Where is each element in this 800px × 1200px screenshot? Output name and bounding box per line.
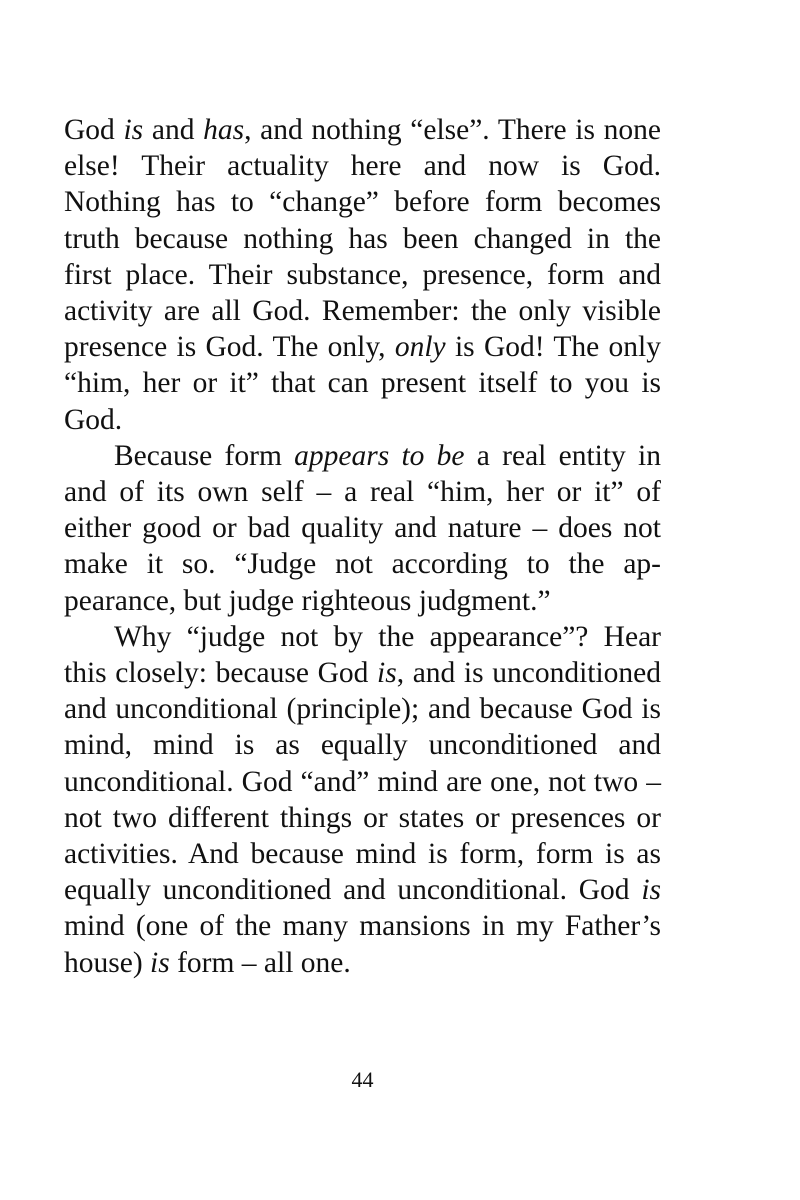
italic-text: is — [123, 114, 144, 146]
paragraph-text: mind (one of the many mansions in my Father’s house) — [64, 910, 661, 979]
italic-text: is — [377, 657, 397, 690]
paragraph-text: Why “judge not by the appearance”? Hear this closely: because God — [64, 620, 661, 690]
italic-text: is — [641, 874, 661, 907]
italic-text: appears to be — [294, 439, 465, 472]
paragraph-text: Because form — [114, 439, 295, 472]
italic-text: has — [203, 114, 245, 146]
paragraph-text: and — [143, 114, 204, 146]
italic-text: is — [150, 946, 170, 979]
paragraph-text: God — [64, 114, 124, 146]
paragraph-text: is God! The only “him, her or it” that can present itself to you is God. — [64, 331, 661, 436]
paragraph-3 — [64, 619, 661, 981]
paragraph-2 — [64, 438, 661, 619]
italic-text: only — [394, 331, 446, 364]
paragraph-text: a real entity in and of its own self – a real “him, her or it” of either good or bad quality and nature – does not make it so. “Judge not according to the appearance, but judge righteous judgment.” — [64, 439, 662, 617]
paragraph-text: , and is unconditioned and unconditional (principle); and because God is mind, mind is as equally unconditioned and unconditional. God “and” mind are one, not two – not two different things or states or presences or activities. And because mind is form, form is as equally unconditioned and unconditional. God — [64, 657, 662, 907]
paragraph-text: form – all one. — [169, 946, 351, 979]
page-number: 44 — [351, 1067, 374, 1092]
paragraph-1 — [64, 112, 661, 438]
page-body — [64, 112, 661, 981]
paragraph-text: , and nothing “else”. There is none else! Their actuality here and now is God. Nothing has to “change” before form becomes truth because nothing has been changed in the first place. Their substance, presence, form and activity are all God. Remember: the only visible presence is God. The only, — [64, 114, 661, 364]
